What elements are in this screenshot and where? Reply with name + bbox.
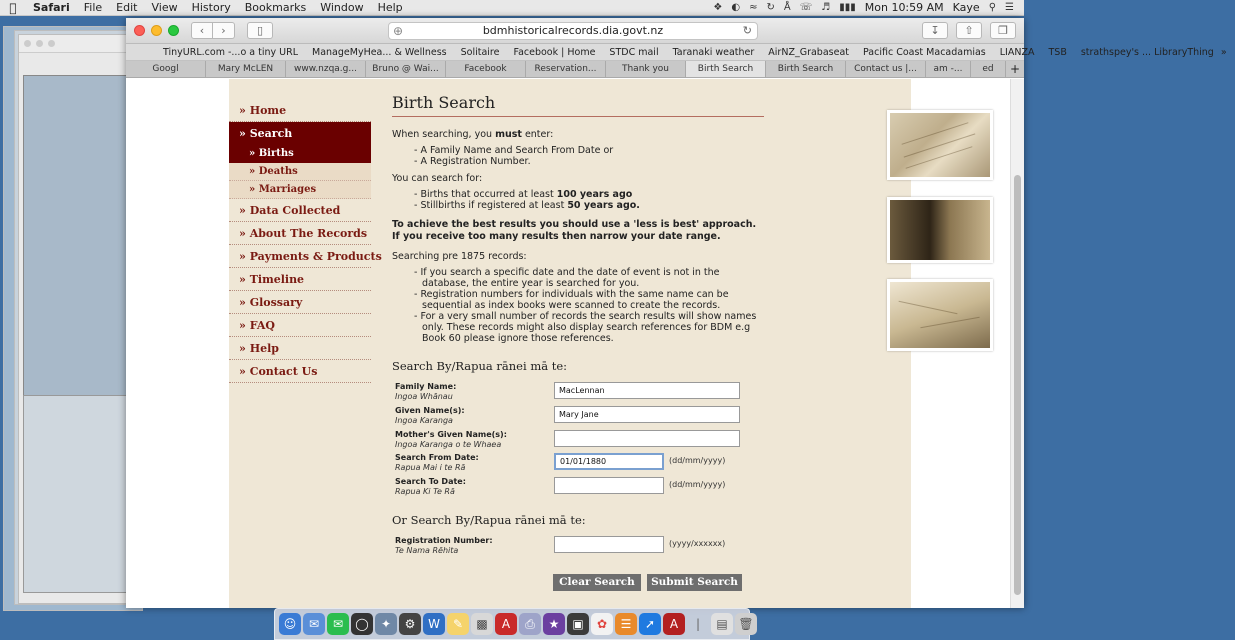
printer-icon[interactable]: ⎙ — [519, 613, 541, 635]
family-name-label: Family Name: — [395, 382, 457, 391]
registration-label: Registration Number: — [395, 536, 493, 545]
pre-1875-heading: Searching pre 1875 records: — [392, 251, 527, 262]
page-scrollbar[interactable] — [1010, 79, 1024, 608]
text-bold: 50 years ago. — [567, 200, 640, 211]
status-area — [713, 1, 1024, 14]
moon-icon[interactable]: ◐ — [731, 2, 741, 13]
address-bar[interactable] — [388, 22, 758, 40]
scrollbar-thumb[interactable] — [1014, 175, 1021, 595]
or-search-by-heading: Or Search By/Rapua rānei mā te: — [392, 513, 586, 527]
dropbox-icon[interactable]: ❖ — [713, 2, 723, 13]
add-bookmark-icon[interactable]: ⊕ — [393, 24, 404, 38]
safari-icon[interactable]: ➚ — [639, 613, 661, 635]
menu-safari[interactable]: Safari — [33, 1, 70, 14]
bookmark-item[interactable]: TSB — [1048, 46, 1067, 58]
acrobat-reader-icon[interactable]: A — [663, 613, 685, 635]
bookmarks-bar — [126, 44, 1227, 61]
menu-file[interactable]: File — [83, 1, 103, 14]
forward-button[interactable]: › — [213, 22, 235, 39]
menu-history[interactable]: History — [191, 1, 231, 14]
bookmark-item[interactable]: Facebook | Home — [513, 46, 596, 58]
nav-about-records[interactable]: » About The Records — [229, 222, 371, 245]
records-papers-photo — [887, 279, 993, 351]
list-item — [414, 189, 764, 200]
nav-glossary[interactable]: » Glossary — [229, 291, 371, 314]
close-window-button[interactable] — [134, 25, 145, 36]
tab-overview-icon[interactable]: ❐ — [990, 22, 1016, 39]
safari-window — [126, 18, 1227, 608]
browser-tab[interactable]: Birth Search — [766, 61, 846, 77]
share-icon[interactable]: ⇧ — [956, 22, 982, 39]
list-item: - A Family Name and Search From Date or — [414, 145, 764, 156]
bluetooth-icon[interactable]: Å — [783, 2, 791, 13]
to-date-label: Search To Date: — [395, 477, 466, 486]
spotlight-icon[interactable]: ⚲ — [988, 2, 997, 13]
to-date-hint: (dd/mm/yyyy) — [669, 480, 726, 489]
to-date-maori: Rapua Ki Te Rā — [395, 487, 455, 496]
launchpad-icon[interactable]: ◯ — [351, 613, 373, 635]
nav-search[interactable]: » Search — [229, 122, 371, 145]
bookmark-item[interactable]: strathspey's ... LibraryThing — [1080, 46, 1214, 58]
bookmark-item[interactable]: Solitaire — [460, 46, 500, 58]
family-name-maori: Ingoa Whānau — [395, 392, 453, 401]
birth-certificate-photo — [887, 110, 993, 180]
volume-icon[interactable]: ♬ — [821, 2, 831, 13]
registration-hint: (yyyy/xxxxxx) — [669, 539, 726, 548]
text: Stillbirths if registered at least — [420, 200, 568, 211]
system-preferences-icon[interactable]: ⚙ — [399, 613, 421, 635]
ibooks-icon[interactable]: ☰ — [615, 613, 637, 635]
browser-tab[interactable]: Mary McLEN — [206, 61, 286, 77]
list-item: - A Registration Number. — [414, 156, 764, 167]
background-window-pane — [23, 395, 133, 593]
bookmarks-overflow-icon[interactable]: » — [1220, 46, 1227, 58]
nav-marriages[interactable]: » Marriages — [229, 181, 371, 199]
dock-separator: | — [695, 617, 701, 631]
apple-menu-icon[interactable] — [0, 1, 26, 15]
from-date-label: Search From Date: — [395, 453, 479, 462]
browser-tab[interactable]: Facebook — [446, 61, 526, 77]
phone-icon[interactable]: ☏ — [799, 2, 813, 13]
nav-payments[interactable]: » Payments & Products — [229, 245, 371, 268]
text: enter: — [521, 129, 554, 140]
from-date-hint: (dd/mm/yyyy) — [669, 456, 726, 465]
must-list — [414, 145, 764, 167]
sidebar-toggle-icon[interactable]: ▯ — [247, 22, 273, 39]
nav-timeline[interactable]: » Timeline — [229, 268, 371, 291]
menu-window[interactable]: Window — [320, 1, 364, 14]
mail-icon[interactable]: ✉ — [303, 613, 325, 635]
window-controls — [126, 25, 179, 36]
to-date-input[interactable] — [554, 477, 664, 494]
nav-births[interactable]: » Births — [229, 145, 371, 163]
given-names-input[interactable] — [554, 406, 740, 423]
nav-faq[interactable]: » FAQ — [229, 314, 371, 337]
reload-icon[interactable]: ↻ — [742, 24, 752, 37]
left-navigation — [229, 99, 382, 383]
background-window[interactable] — [18, 34, 138, 604]
menu-bookmarks[interactable]: Bookmarks — [244, 1, 307, 14]
pre-1875-list — [414, 267, 764, 344]
text-bold: must — [495, 129, 522, 140]
bookmark-item[interactable]: ManageMyHea... & Wellness — [312, 46, 447, 58]
mother-name-label: Mother's Given Name(s): — [395, 430, 507, 439]
web-page — [126, 79, 1024, 608]
list-item: - If you search a specific date and the date of event is not in the database, the entire year is searched for you. — [414, 267, 764, 289]
notification-center-icon[interactable]: ☰ — [1005, 2, 1014, 13]
menubar-user[interactable]: Kaye — [952, 1, 980, 14]
bookmark-item[interactable]: LIANZA — [999, 46, 1035, 58]
notes-icon[interactable]: ✎ — [447, 613, 469, 635]
new-tab-icon[interactable]: + — [1009, 62, 1021, 76]
imovie-icon[interactable]: ★ — [543, 613, 565, 635]
back-button[interactable]: ‹ — [191, 22, 213, 39]
instructions-must — [392, 129, 764, 141]
text: When searching, you — [392, 129, 496, 140]
nav-help[interactable]: » Help — [229, 337, 371, 360]
photos-icon[interactable]: ✿ — [591, 613, 613, 635]
list-item — [414, 200, 764, 211]
list-item: - Registration numbers for individuals with the same name can be sequential as index books were scanned to create the records. — [414, 289, 764, 311]
registration-input[interactable] — [554, 536, 664, 553]
photo-booth-icon[interactable]: ▣ — [567, 613, 589, 635]
browser-tab[interactable]: ed — [971, 61, 1006, 77]
main-content — [392, 93, 764, 344]
battery-icon[interactable]: ▮▮▮ — [839, 2, 856, 13]
menubar-clock[interactable]: Mon 10:59 AM — [864, 1, 944, 14]
menu-edit[interactable]: Edit — [116, 1, 138, 14]
family-name-row — [395, 382, 755, 406]
given-names-label: Given Name(s): — [395, 406, 465, 415]
clear-search-button[interactable]: Clear Search — [553, 574, 641, 591]
menu-view[interactable]: View — [151, 1, 178, 14]
registration-row — [395, 536, 755, 560]
finder-icon[interactable]: ☺ — [279, 613, 301, 635]
downloads-icon[interactable]: ↧ — [922, 22, 948, 39]
bookmark-item[interactable]: TinyURL.com -...o a tiny URL — [163, 46, 299, 58]
messages-icon[interactable]: ✉ — [327, 613, 349, 635]
can-search-list — [414, 189, 764, 211]
search-by-heading: Search By/Rapua rānei mā te: — [392, 359, 568, 373]
browser-toolbar — [126, 18, 1024, 44]
browser-tab[interactable]: am -... — [926, 61, 971, 77]
browser-tab[interactable]: Thank you — [606, 61, 686, 77]
dock — [274, 608, 754, 640]
to-date-row — [395, 477, 755, 501]
from-date-row — [395, 453, 755, 477]
given-names-row — [395, 406, 755, 430]
background-window-titlebar[interactable] — [19, 35, 137, 53]
minimize-window-button[interactable] — [151, 25, 162, 36]
bookmark-item[interactable]: Taranaki weather — [672, 46, 755, 58]
page-title: Birth Search — [392, 93, 764, 117]
text-bold: 100 years ago — [556, 189, 633, 200]
list-item: - For a very small number of records the search results will show names only. These records might also display search references for BDM e.g Book 60 please ignore those references. — [414, 311, 764, 344]
browser-tab[interactable]: www.nzqa.g... — [286, 61, 366, 77]
you-can-search: You can search for: — [392, 173, 483, 184]
mother-name-input[interactable] — [554, 430, 740, 447]
acrobat-icon[interactable]: A — [495, 613, 517, 635]
text: Births that occurred at least — [420, 189, 557, 200]
background-window-pane — [23, 75, 133, 403]
microfilm-reader-photo — [887, 197, 993, 263]
browser-tab[interactable]: Googl — [126, 61, 206, 77]
nav-buttons — [191, 22, 235, 39]
menu-help[interactable]: Help — [377, 1, 403, 14]
tab-bar — [126, 61, 1024, 78]
bookmark-item[interactable]: STDC mail — [609, 46, 659, 58]
documents-folder-icon[interactable]: ▤ — [711, 613, 733, 635]
browser-tab[interactable]: Reservation... — [526, 61, 606, 77]
time-machine-icon[interactable]: ↻ — [766, 2, 775, 13]
nav-deaths[interactable]: » Deaths — [229, 163, 371, 181]
best-results-tip: To achieve the best results you should use a 'less is best' approach. If you receive too many results then narrow your date range. — [392, 219, 757, 242]
browser-tab[interactable]: Contact us |... — [846, 61, 926, 77]
toolbar-right — [922, 22, 1016, 39]
app-store-icon[interactable]: ✦ — [375, 613, 397, 635]
zoom-window-button[interactable] — [168, 25, 179, 36]
browser-tab-active[interactable]: Birth Search — [686, 61, 766, 77]
mother-name-maori: Ingoa Karanga o te Whaea — [395, 440, 502, 449]
bookmark-item[interactable]: Pacific Coast Macadamias — [863, 46, 986, 58]
from-date-input[interactable] — [554, 453, 664, 470]
nav-data-collected[interactable]: » Data Collected — [229, 199, 371, 222]
from-date-maori: Rapua Mai i te Rā — [395, 463, 466, 472]
nav-search-group — [229, 122, 371, 163]
registration-maori: Te Nama Rēhita — [395, 546, 459, 555]
trash-icon[interactable]: 🗑 — [735, 613, 757, 635]
bookmark-item[interactable]: AirNZ_Grabaseat — [768, 46, 849, 58]
page-body — [229, 79, 911, 608]
mother-name-row — [395, 430, 755, 454]
browser-tab[interactable]: Bruno @ Wai... — [366, 61, 446, 77]
submit-search-button[interactable]: Submit Search — [647, 574, 742, 591]
address-url: bdmhistoricalrecords.dia.govt.nz — [482, 24, 664, 37]
wifi-icon[interactable]: ≈ — [749, 2, 758, 13]
menu-bar — [0, 0, 1024, 16]
preview-icon[interactable]: ▩ — [471, 613, 493, 635]
nav-home[interactable]: » Home — [229, 99, 371, 122]
nav-contact[interactable]: » Contact Us — [229, 360, 371, 383]
word-icon[interactable]: W — [423, 613, 445, 635]
given-names-maori: Ingoa Karanga — [395, 416, 453, 425]
family-name-input[interactable] — [554, 382, 740, 399]
